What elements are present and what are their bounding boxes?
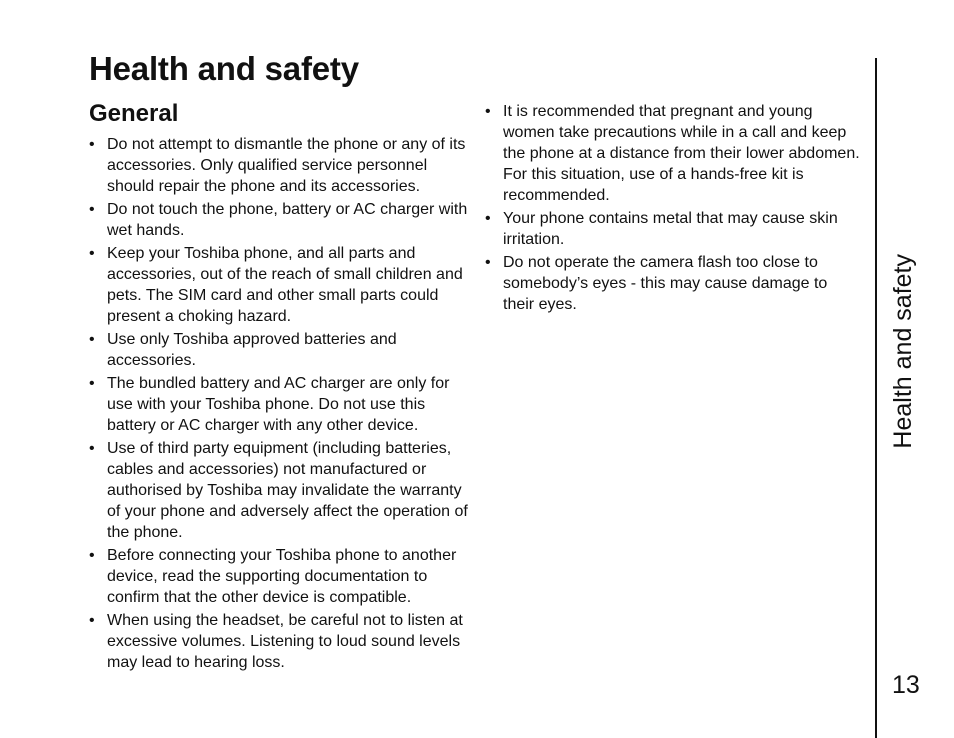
bullet-icon: •: [89, 547, 95, 564]
list-item: [89, 545, 469, 608]
section-heading: General: [89, 100, 179, 127]
bullet-icon: •: [485, 103, 491, 120]
list-item: [485, 208, 860, 250]
bullet-icon: •: [89, 245, 95, 262]
left-bullet-list: [89, 134, 469, 675]
list-item: [89, 243, 469, 327]
list-item-text: Do not operate the camera flash too close to somebody’s eyes - this may cause damage to their eyes.: [503, 254, 828, 313]
list-item-text: The bundled battery and AC charger are only for use with your Toshiba phone. Do not use this battery or AC charger with any other device.: [107, 375, 450, 434]
list-item: [485, 101, 860, 206]
list-item: [89, 134, 469, 197]
list-item-text: It is recommended that pregnant and young women take precautions while in a call and keep the phone at a distance from their lower abdomen. For this situation, use of a hands-free kit is recommended.: [503, 103, 860, 204]
list-item-text: Use only Toshiba approved batteries and accessories.: [107, 331, 397, 369]
list-item-text: Before connecting your Toshiba phone to another device, read the supporting documentation to confirm that the other device is compatible.: [107, 547, 457, 606]
side-tab-label: Health and safety: [889, 254, 917, 449]
page-number: 13: [892, 671, 920, 699]
bullet-icon: •: [89, 440, 95, 457]
page-title: Health and safety: [89, 50, 359, 87]
bullet-icon: •: [89, 136, 95, 153]
side-divider: [875, 58, 877, 738]
list-item-text: When using the headset, be careful not to listen at excessive volumes. Listening to loud sound levels may lead to hearing loss.: [107, 612, 463, 671]
list-item-text: Your phone contains metal that may cause skin irritation.: [503, 210, 838, 248]
bullet-icon: •: [89, 331, 95, 348]
list-item-text: Keep your Toshiba phone, and all parts and accessories, out of the reach of small children and pets. The SIM card and other small parts could present a choking hazard.: [107, 245, 463, 325]
list-item-text: Use of third party equipment (including batteries, cables and accessories) not manufactured or authorised by Toshiba may invalidate the warranty of your phone and adversely affect the operation of the phone.: [107, 440, 468, 541]
list-item: [89, 373, 469, 436]
list-item: [89, 610, 469, 673]
list-item: [89, 329, 469, 371]
list-item: [89, 438, 469, 543]
bullet-icon: •: [485, 210, 491, 227]
list-item-text: Do not attempt to dismantle the phone or any of its accessories. Only qualified service personnel should repair the phone and its accessories.: [107, 136, 466, 195]
bullet-icon: •: [89, 375, 95, 392]
bullet-icon: •: [89, 612, 95, 629]
right-bullet-list: [485, 101, 860, 317]
list-item: [89, 199, 469, 241]
list-item-text: Do not touch the phone, battery or AC charger with wet hands.: [107, 201, 468, 239]
bullet-icon: •: [485, 254, 491, 271]
bullet-icon: •: [89, 201, 95, 218]
list-item: [485, 252, 860, 315]
